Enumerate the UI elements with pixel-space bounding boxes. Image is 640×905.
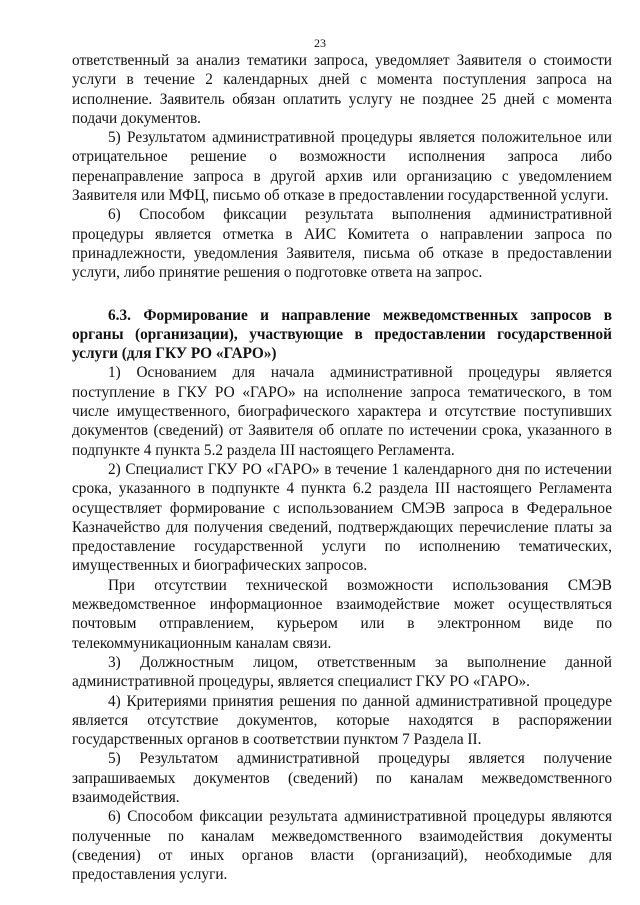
paragraph-section-item-6: 6) Способом фиксации результата административной процедуры являются полученные по каналам межведомственного взаимодействия документы (сведения) от иных органов власти (организаций), необходимые для предоставления услуги. [72, 808, 612, 884]
paragraph-section-item-2: 2) Специалист ГКУ РО «ГАРО» в течение 1 календарного дня по истечении срока, указанного в подпункте 4 пункта 6.2 раздела III настоящего Регламента осуществляет формирование с использованием СМЭВ запроса в Федеральное Казначейство для получения сведений, подтверждающих перечисление платы за предоставление государственной услуги по исполнению тематических, имущественных и биографических запросов. [72, 460, 612, 575]
section-spacer [72, 283, 612, 306]
section-heading: 6.3. Формирование и направление межведомственных запросов в органы (организации), участвующие в предоставлении государственной услуги (для ГКУ РО «ГАРО») [72, 306, 612, 363]
paragraph-continuation: ответственный за анализ тематики запроса, уведомляет Заявителя о стоимости услуги в течение 2 календарных дней с момента поступления запроса на исполнение. Заявитель обязан оплатить услугу не позднее 25 дней с момента подачи документов. [72, 52, 612, 127]
paragraph-item-5-result: 5) Результатом административной процедуры является положительное или отрицательное решение о возможности исполнения запроса либо перенаправление запроса в другой архив или организацию с уведомлением Заявителя или МФЦ, письмо об отказе в предоставлении государственной услуги. [72, 129, 612, 205]
paragraph-section-item-4: 4) Критериями принятия решения по данной административной процедуре является отсутствие документов, которые находятся в распоряжении государственных органов в соответствии пунктом 7 Раздела II. [72, 692, 612, 749]
page-number: 23 [314, 36, 326, 50]
paragraph-section-item-1: 1) Основанием для начала административной процедуры является поступление в ГКУ РО «ГАРО» на исполнение запроса тематического, в том числе имущественного, биографического характера и отсутствие поступивших документов (сведений) от Заявителя об оплате по истечении срока, указанного в подпункте 4 пункта 5.2 раздела III настоящего Регламента. [72, 364, 612, 459]
paragraph-section-smev-note: При отсутствии технической возможности использования СМЭВ межведомственное информационное взаимодействие может осуществляться почтовым отправлением, курьером или в электронном виде по телекоммуникационным каналам связи. [72, 576, 612, 652]
paragraph-section-item-3: 3) Должностным лицом, ответственным за выполнение данной административной процедуры, является специалист ГКУ РО «ГАРО». [72, 653, 612, 691]
paragraph-item-6-fixation: 6) Способом фиксации результата выполнения административной процедуры является отметка в АИС Комитета о направлении запроса по принадлежности, уведомления Заявителя, письма об отказе в предоставлении услуги, либо принятие решения о подготовке ответа на запрос. [72, 206, 612, 282]
paragraph-section-item-5: 5) Результатом административной процедуры является получение запрашиваемых документов (сведений) по каналам межведомственного взаимодействия. [72, 750, 612, 806]
document-body [72, 51, 612, 884]
